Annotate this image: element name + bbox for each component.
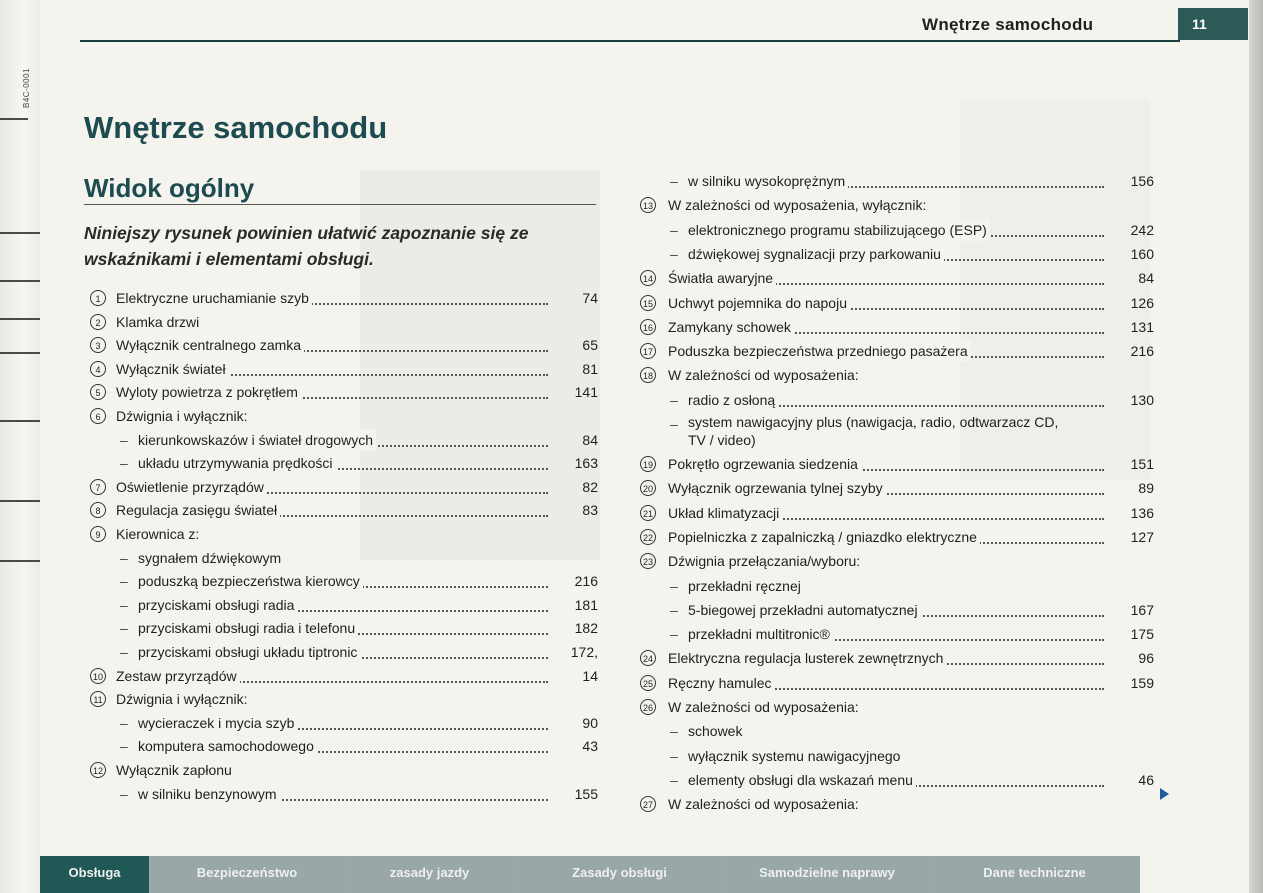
entry-label: kierunkowskazów i świateł drogowych <box>138 429 376 451</box>
entry-label: elektronicznego programu stabilizującego (ESP) <box>688 219 990 241</box>
entry-label: Poduszka bezpieczeństwa przedniego pasażera <box>668 340 971 362</box>
entry-label: Elektryczna regulacja lusterek zewnętrznych <box>668 647 946 669</box>
entry-number-badge: 6 <box>90 408 106 424</box>
binding-tick <box>0 280 40 282</box>
sub-entry-dash: – <box>120 620 128 637</box>
sub-entry-dash: – <box>120 596 128 613</box>
entry-label: Zestaw przyrządów <box>116 665 240 687</box>
entry-page-number: 151 <box>1130 456 1154 472</box>
section-tab[interactable]: Dane techniczne <box>930 856 1140 893</box>
index-entry <box>640 413 1154 448</box>
entry-page-number: 175 <box>1130 626 1154 643</box>
page-number: 11 <box>1178 8 1248 40</box>
entry-label: Regulacja zasięgu świateł <box>116 499 280 521</box>
entry-page-number: 65 <box>582 337 598 354</box>
entry-page-number: 46 <box>1138 771 1154 788</box>
entry-number-badge: 3 <box>90 337 106 353</box>
sub-entry-dash: – <box>670 173 678 189</box>
page-edge <box>1249 0 1263 893</box>
sub-entry-dash: – <box>670 626 678 643</box>
entry-page-number: 82 <box>582 478 598 495</box>
binding-tick <box>0 318 40 320</box>
entry-number-badge: 10 <box>90 668 106 684</box>
entry-page-number: 159 <box>1130 674 1154 691</box>
section-tab[interactable]: Bezpieczeństwo <box>150 856 345 893</box>
entry-label: sygnałem dźwiękowym <box>138 547 284 569</box>
entry-page-number: 216 <box>574 573 598 590</box>
entry-number-badge: 21 <box>640 505 656 521</box>
sub-entry-dash: – <box>670 723 678 740</box>
entry-label: Wyłącznik ogrzewania tylnej szyby <box>668 477 886 499</box>
entry-label: Pokrętło ogrzewania siedzenia <box>668 453 861 475</box>
index-entry <box>640 526 1154 548</box>
section-nav <box>40 856 1250 893</box>
section-tab[interactable]: Zasady obsługi <box>515 856 725 893</box>
entry-page-number: 167 <box>1130 601 1154 618</box>
entry-page-number: 89 <box>1138 480 1154 497</box>
sub-entry-dash: – <box>120 785 128 802</box>
section-tab[interactable]: Samodzielne naprawy <box>725 856 930 893</box>
entry-label: Uchwyt pojemnika do napoju <box>668 292 850 314</box>
sub-entry-dash: – <box>120 644 128 660</box>
index-entry <box>90 735 598 757</box>
entry-label: komputera samochodowego <box>138 735 317 757</box>
entry-number-badge: 20 <box>640 480 656 496</box>
index-entry <box>640 793 1154 815</box>
entry-page-number: 216 <box>1130 343 1154 360</box>
entry-label: 5-biegowej przekładni automatycznej <box>688 599 921 621</box>
sub-entry-dash: – <box>120 714 128 731</box>
entry-label: Wyłącznik zapłonu <box>116 759 235 781</box>
header-rule <box>80 40 1180 42</box>
entry-label: poduszką bezpieczeństwa kierowcy <box>138 570 363 592</box>
sub-entry-dash: – <box>120 738 128 755</box>
binding-strip <box>0 0 40 893</box>
index-entry <box>90 783 598 805</box>
entry-label: wyłącznik systemu nawigacyjnego <box>688 745 903 767</box>
entry-label: W zależności od wyposażenia: <box>668 364 862 386</box>
page-title: Wnętrze samochodu <box>84 110 388 145</box>
entry-page-number: 181 <box>574 596 598 613</box>
entry-label: przyciskami obsługi układu tiptronic <box>138 641 360 663</box>
next-page-arrow-icon[interactable] <box>1160 788 1169 800</box>
index-entry <box>640 170 1154 192</box>
index-entry <box>90 381 598 403</box>
sub-entry-dash: – <box>670 771 678 788</box>
entry-page-number: 136 <box>1130 504 1154 521</box>
index-entry <box>640 769 1154 791</box>
entry-number-badge: 17 <box>640 343 656 359</box>
index-entry <box>640 340 1154 362</box>
entry-page-number: 182 <box>574 620 598 637</box>
binding-tick <box>0 118 28 120</box>
entry-label: Ręczny hamulec <box>668 672 775 694</box>
entry-number-badge: 16 <box>640 319 656 335</box>
entry-label: schowek <box>688 720 745 742</box>
entry-label: przyciskami obsługi radia <box>138 594 297 616</box>
index-entry <box>90 287 598 309</box>
entry-number-badge: 22 <box>640 529 656 545</box>
binding-tick <box>0 420 40 422</box>
index-entry <box>640 720 1154 742</box>
entry-page-number: 130 <box>1130 391 1154 408</box>
entry-number-badge: 12 <box>90 762 106 778</box>
entry-number-badge: 27 <box>640 796 656 812</box>
entry-number-badge: 15 <box>640 295 656 311</box>
entry-page-number: 242 <box>1130 221 1154 238</box>
entry-number-badge: 23 <box>640 553 656 569</box>
section-tab[interactable]: zasady jazdy <box>345 856 515 893</box>
entry-number-badge: 13 <box>640 197 656 213</box>
entry-number-badge: 1 <box>90 290 106 306</box>
entry-label: Dźwignia i wyłącznik: <box>116 405 250 427</box>
entry-number-badge: 5 <box>90 384 106 400</box>
entry-label: W zależności od wyposażenia: <box>668 793 862 815</box>
entry-label: Oświetlenie przyrządów <box>116 476 267 498</box>
binding-tick <box>0 560 40 562</box>
entry-label: elementy obsługi dla wskazań menu <box>688 769 916 791</box>
entry-label: Wyloty powietrza z pokrętłem <box>116 381 301 403</box>
intro-text: Niniejszy rysunek powinien ułatwić zapoznanie się ze wskaźnikami i elementami obsługi. <box>84 223 529 269</box>
entry-label: Zamykany schowek <box>668 316 794 338</box>
entry-label: w silniku benzynowym <box>138 783 280 805</box>
entry-number-badge: 19 <box>640 456 656 472</box>
index-entry <box>640 672 1154 694</box>
entry-number-badge: 7 <box>90 479 106 495</box>
entry-label: przyciskami obsługi radia i telefonu <box>138 617 358 639</box>
entry-label: W zależności od wyposażenia: <box>668 696 862 718</box>
section-title: Widok ogólny <box>84 173 255 203</box>
entry-label: Wyłącznik świateł <box>116 358 229 380</box>
entry-label: Elektryczne uruchamianie szyb <box>116 287 312 309</box>
binding-tick <box>0 352 40 354</box>
sub-entry-dash: – <box>670 221 678 238</box>
entry-page-number: 156 <box>1130 173 1154 189</box>
entry-label: układu utrzymywania prędkości <box>138 452 336 474</box>
section-rule <box>84 204 596 205</box>
entry-label: W zależności od wyposażenia, wyłącznik: <box>668 194 929 216</box>
entry-label: Dźwignia i wyłącznik: <box>116 688 250 710</box>
entry-label: dźwiękowej sygnalizacji przy parkowaniu <box>688 243 944 265</box>
entry-label: Dźwignia przełączania/wyboru: <box>668 550 863 572</box>
entry-page-number: 163 <box>574 455 598 472</box>
sub-entry-dash: – <box>120 431 128 448</box>
sub-entry-dash: – <box>120 455 128 472</box>
header-title: Wnętrze samochodu <box>922 15 1094 34</box>
entry-label: Światła awaryjne <box>668 267 776 289</box>
entry-label: radio z osłoną <box>688 389 778 411</box>
entry-label: przekładni multitronic® <box>688 623 833 645</box>
index-entry <box>90 665 598 687</box>
entry-page-number: 131 <box>1130 318 1154 335</box>
index-entry <box>90 499 598 521</box>
entry-page-number: 90 <box>582 714 598 731</box>
sub-entry-dash: – <box>670 416 678 432</box>
binding-tick <box>0 500 40 502</box>
entry-label: Popielniczka z zapalniczką / gniazdko elektryczne <box>668 526 980 548</box>
entry-label: Układ klimatyzacji <box>668 502 782 524</box>
entry-label: Wyłącznik centralnego zamka <box>116 334 304 356</box>
sub-entry-dash: – <box>120 549 128 566</box>
entry-page-number: 43 <box>582 738 598 755</box>
entry-page-number: 160 <box>1130 245 1154 262</box>
entry-number-badge: 14 <box>640 270 656 286</box>
sub-entry-dash: – <box>120 573 128 590</box>
sub-entry-dash: – <box>670 577 678 594</box>
entry-number-badge: 18 <box>640 367 656 383</box>
index-entry <box>640 696 1154 718</box>
entry-number-badge: 24 <box>640 650 656 666</box>
entry-page-number: 172, <box>570 644 598 660</box>
sub-entry-dash: – <box>670 245 678 262</box>
entry-page-number: 14 <box>582 667 598 684</box>
entry-number-badge: 8 <box>90 502 106 518</box>
entry-page-number: 126 <box>1130 294 1154 311</box>
sub-entry-dash: – <box>670 391 678 408</box>
entry-number-badge: 11 <box>90 691 106 707</box>
entry-label: przekładni ręcznej <box>688 575 804 597</box>
entry-page-number: 84 <box>1138 270 1154 287</box>
index-entry <box>90 523 598 545</box>
entry-label: system nawigacyjny plus (nawigacja, radio, odtwarzacz CD, TV / video) <box>688 414 1059 448</box>
entry-page-number: 127 <box>1130 528 1154 545</box>
entry-page-number: 96 <box>1138 650 1154 667</box>
entry-number-badge: 26 <box>640 699 656 715</box>
entry-label: wycieraczek i mycia szyb <box>138 712 297 734</box>
binding-tick <box>0 232 40 234</box>
entry-page-number: 81 <box>582 360 598 377</box>
entry-page-number: 83 <box>582 502 598 519</box>
entry-number-badge: 4 <box>90 361 106 377</box>
entry-number-badge: 9 <box>90 526 106 542</box>
entry-page-number: 141 <box>574 384 598 401</box>
section-tab[interactable]: Obsługa <box>40 856 150 893</box>
side-code: B4C-0001 <box>22 67 31 108</box>
entry-number-badge: 2 <box>90 314 106 330</box>
entry-page-number: 74 <box>582 290 598 306</box>
entry-page-number: 155 <box>574 785 598 802</box>
entry-label: Kierownica z: <box>116 523 202 545</box>
index-entry <box>640 550 1154 572</box>
sub-entry-dash: – <box>670 601 678 618</box>
entry-number-badge: 25 <box>640 675 656 691</box>
entry-page-number: 84 <box>582 431 598 448</box>
sub-entry-dash: – <box>670 747 678 764</box>
index-entry <box>640 389 1154 411</box>
entry-label: Klamka drzwi <box>116 311 202 333</box>
entry-label: w silniku wysokoprężnym <box>688 170 848 192</box>
